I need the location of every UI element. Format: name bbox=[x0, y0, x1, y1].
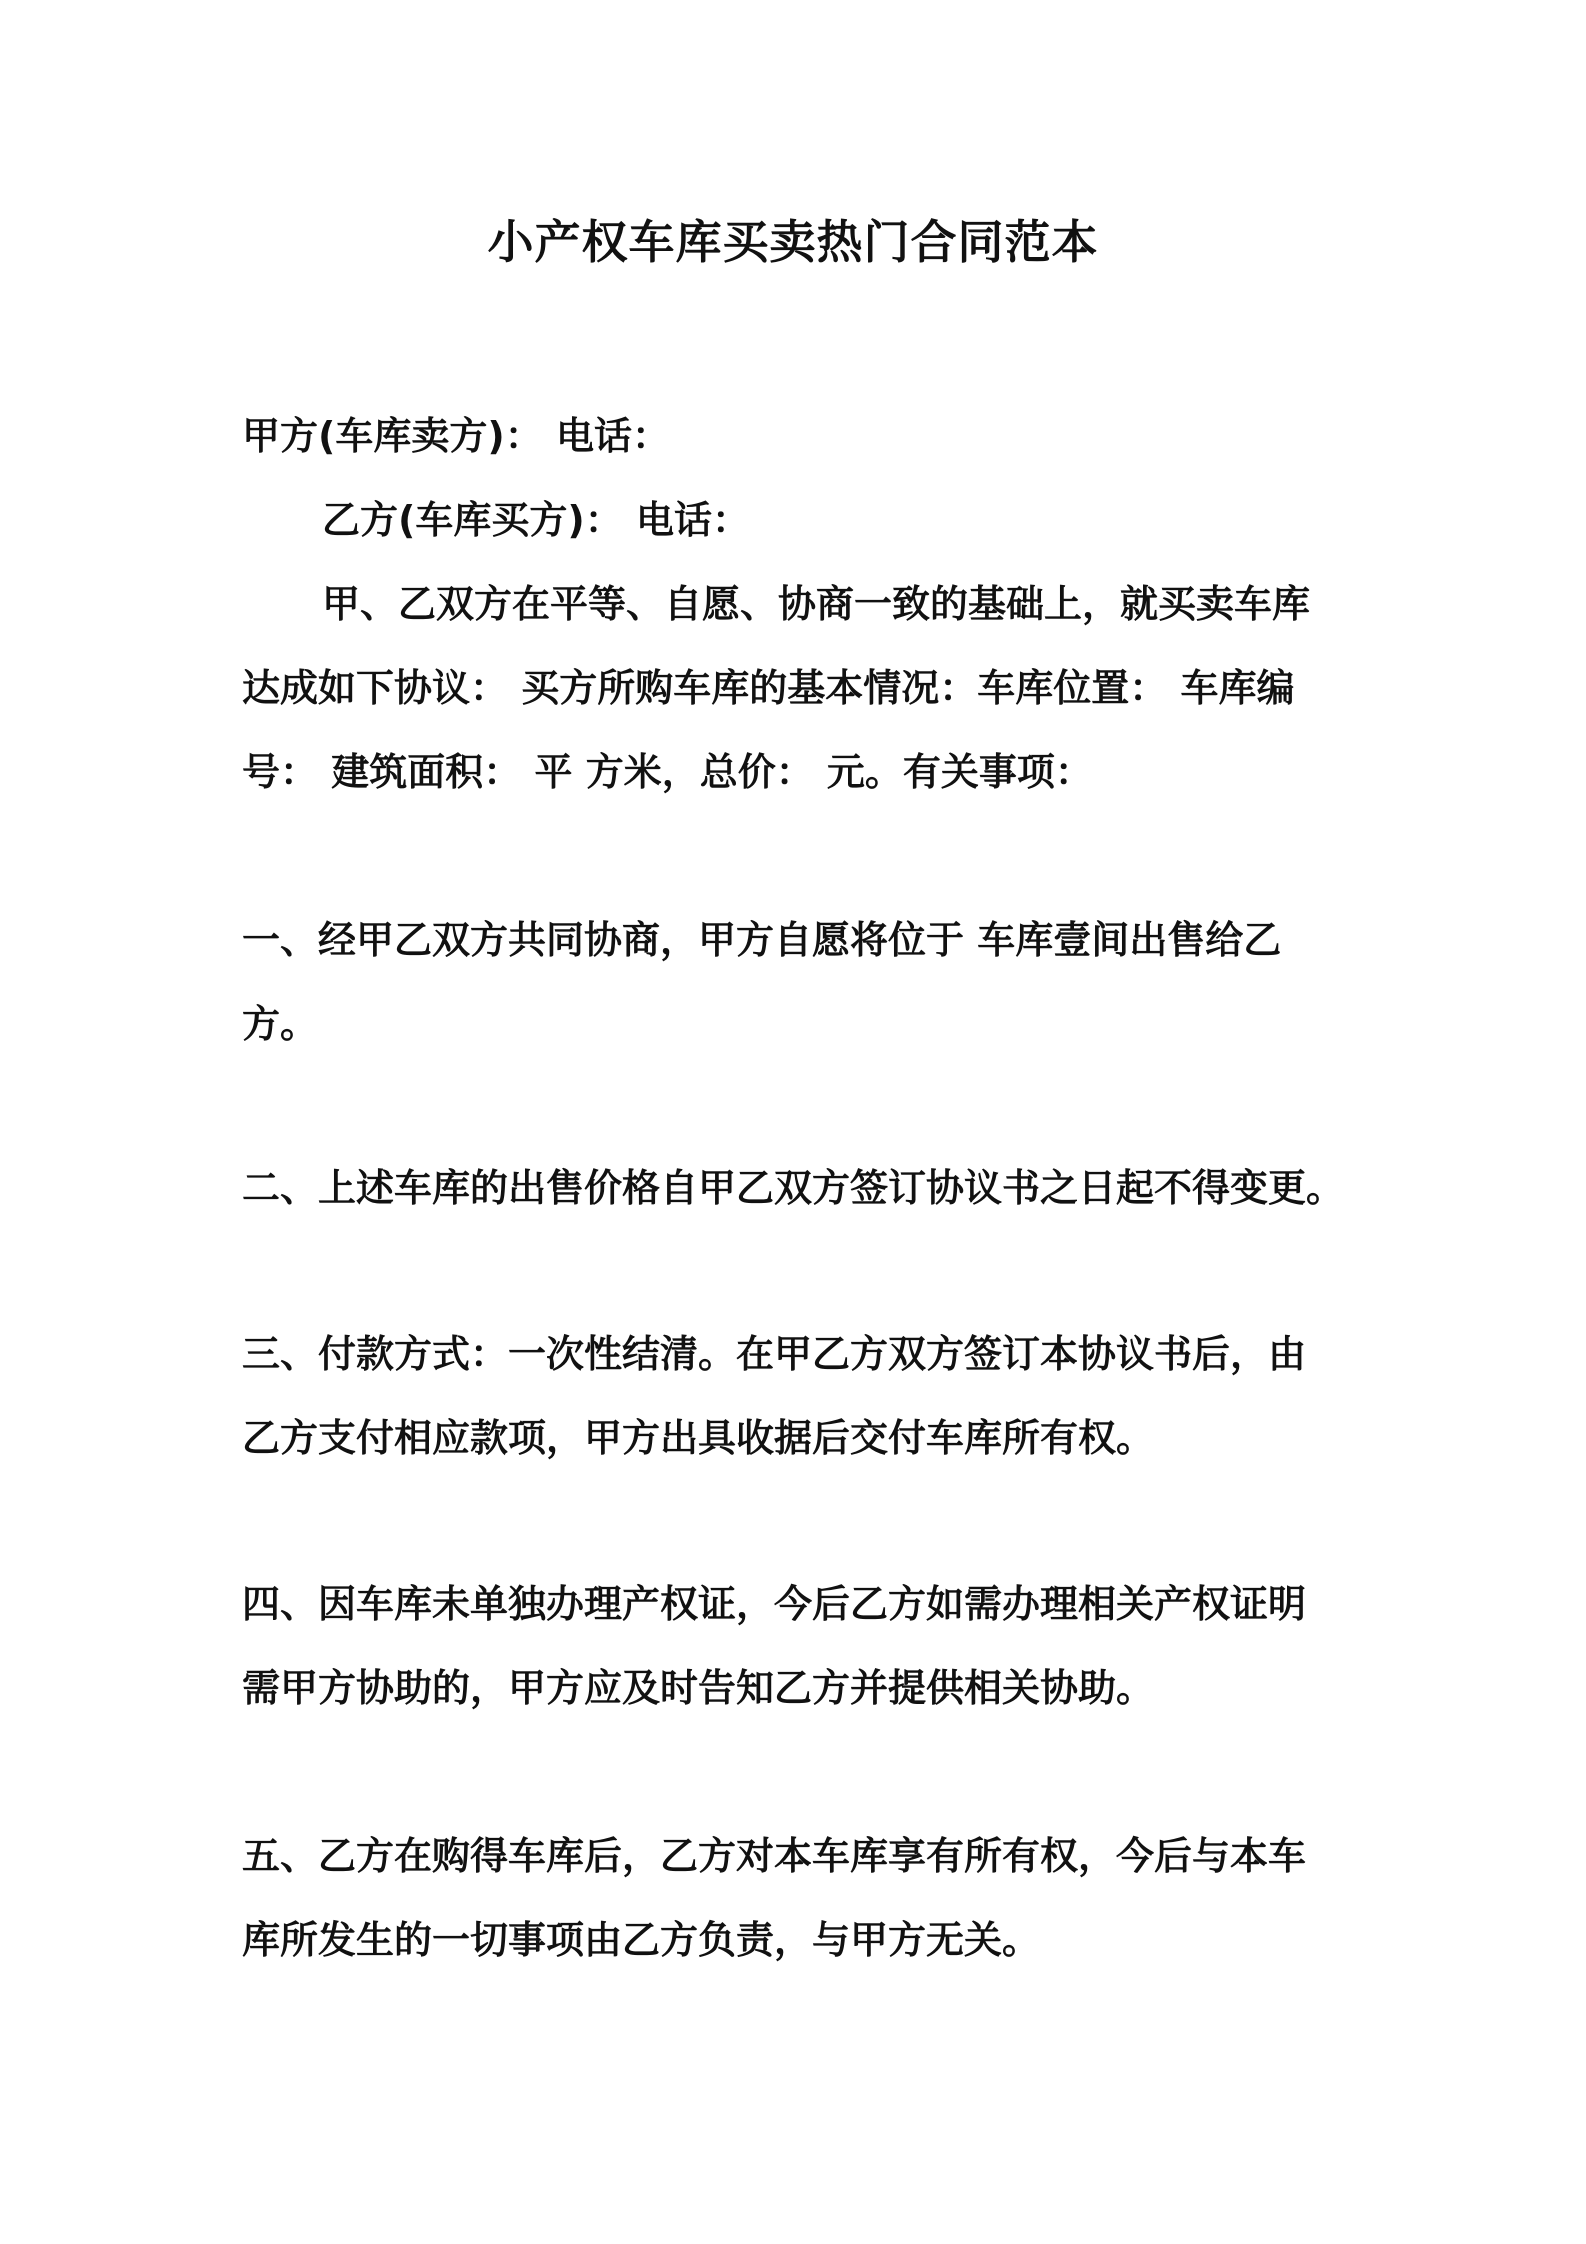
clause-2 bbox=[242, 1146, 1364, 1230]
clause-1-line-2: 方。 bbox=[242, 1002, 319, 1046]
clause-3-line-1: 三、付款方式：一次性结清。在甲乙方双方签订本协议书后，由 bbox=[242, 1332, 1307, 1376]
clause-3-line-2: 乙方支付相应款项，甲方出具收据后交付车库所有权。 bbox=[242, 1416, 1155, 1460]
clause-5-line-2: 库所发生的一切事项由乙方负责，与甲方无关。 bbox=[242, 1918, 1041, 1962]
clause-4-line-2: 需甲方协助的，甲方应及时告知乙方并提供相关协助。 bbox=[242, 1666, 1155, 1710]
clause-4 bbox=[242, 1562, 1364, 1730]
intro-line-1: 甲、乙双方在平等、自愿、协商一致的基础上，就买卖车库 bbox=[322, 582, 1311, 626]
party-a-line: 甲方(车库卖方)： 电话： bbox=[242, 414, 670, 458]
clause-4-line-1: 四、因车库未单独办理产权证，今后乙方如需办理相关产权证明 bbox=[242, 1582, 1307, 1626]
clause-3 bbox=[242, 1312, 1364, 1480]
clause-5-line-1: 五、乙方在购得车库后，乙方对本车库享有所有权，今后与本车 bbox=[242, 1834, 1307, 1878]
clause-5 bbox=[242, 1814, 1364, 1982]
clause-1-line-1: 一、经甲乙双方共同协商，甲方自愿将位于 车库壹间出售给乙 bbox=[242, 918, 1282, 962]
intro-line-3: 号： 建筑面积： 平 方米，总价： 元。有关事项： bbox=[242, 750, 1093, 794]
intro-line-2: 达成如下协议： 买方所购车库的基本情况：车库位置： 车库编 bbox=[242, 666, 1295, 710]
clause-2-line-1: 二、上述车库的出售价格自甲乙双方签订协议书之日起不得变更。 bbox=[242, 1166, 1345, 1210]
party-b-line: 乙方(车库买方)： 电话： bbox=[322, 498, 750, 542]
document-title: 小产权车库买卖热门合同范本 bbox=[487, 215, 1099, 269]
clause-1 bbox=[242, 898, 1364, 1066]
parties-section bbox=[242, 394, 1364, 814]
